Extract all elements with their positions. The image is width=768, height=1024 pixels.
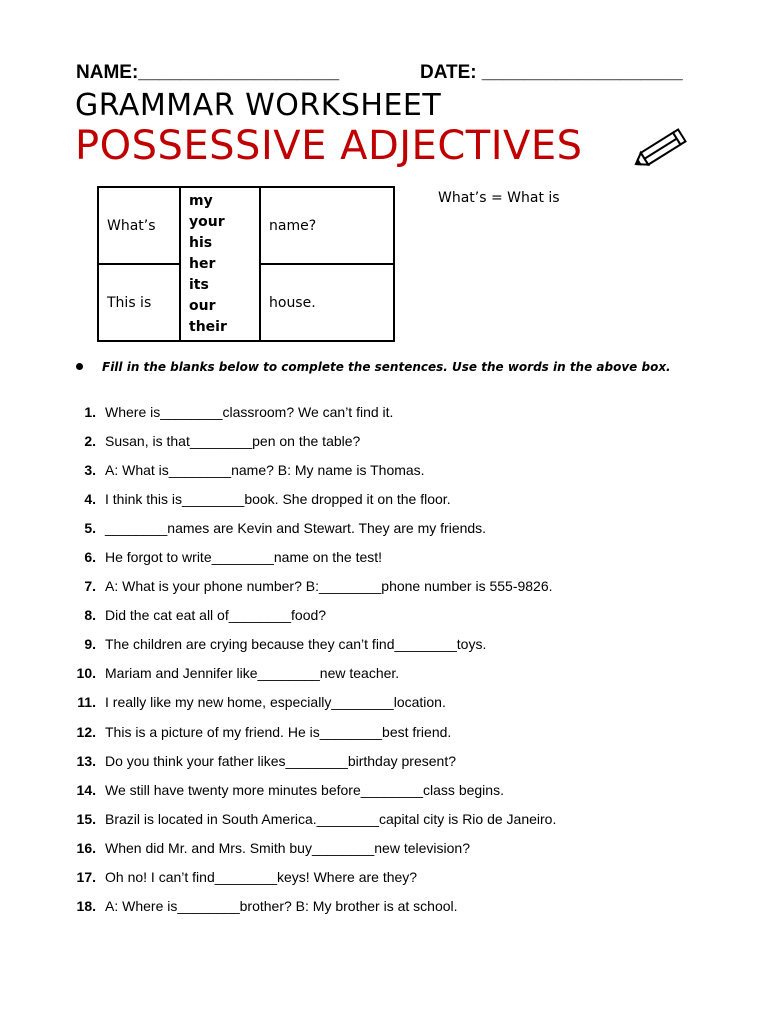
adjective-list bbox=[180, 187, 260, 341]
question-number: 7. bbox=[84, 578, 96, 595]
bullet-icon bbox=[76, 363, 83, 370]
question-number: 10. bbox=[76, 665, 96, 682]
name-field[interactable]: NAME:___________________ bbox=[76, 62, 340, 83]
question-text[interactable]: Susan, is that________pen on the table? bbox=[105, 432, 361, 449]
question-number: 3. bbox=[84, 461, 96, 478]
question-item bbox=[70, 484, 556, 513]
question-text[interactable]: A: What is your phone number? B:________phone number is 555-9826. bbox=[105, 578, 553, 595]
question-text[interactable]: We still have twenty more minutes before________class begins. bbox=[105, 781, 504, 798]
question-text[interactable]: I think this is________book. She dropped it on the floor. bbox=[105, 490, 451, 507]
question-item bbox=[70, 630, 556, 659]
question-item bbox=[70, 863, 556, 892]
word-box-table bbox=[97, 186, 395, 342]
question-item bbox=[70, 426, 556, 455]
question-text[interactable]: He forgot to write________name on the test! bbox=[105, 549, 383, 566]
question-list bbox=[70, 397, 556, 921]
question-number: 5. bbox=[84, 519, 96, 536]
word-box-cell-whats: What’s bbox=[98, 187, 180, 264]
question-item bbox=[70, 717, 556, 746]
question-text[interactable]: Oh no! I can’t find________keys! Where are they? bbox=[105, 869, 418, 886]
question-number: 9. bbox=[84, 636, 96, 653]
question-item bbox=[70, 804, 556, 833]
contraction-note: What’s = What is bbox=[438, 190, 560, 206]
question-number: 16. bbox=[76, 839, 96, 856]
adjective-your: your bbox=[189, 213, 225, 230]
worksheet-subtitle: POSSESSIVE ADJECTIVES bbox=[75, 123, 583, 169]
question-text[interactable]: Did the cat eat all of________food? bbox=[105, 607, 327, 624]
question-item bbox=[70, 746, 556, 775]
question-number: 12. bbox=[76, 723, 96, 740]
question-text[interactable]: Brazil is located in South America.________capital city is Rio de Janeiro. bbox=[105, 810, 557, 827]
question-text[interactable]: Mariam and Jennifer like________new teacher. bbox=[105, 665, 400, 682]
question-text[interactable]: Do you think your father likes________birthday present? bbox=[105, 752, 456, 769]
instruction-text: Fill in the blanks below to complete the sentences. Use the words in the above box. bbox=[102, 360, 671, 374]
question-item bbox=[70, 775, 556, 804]
adjective-his: his bbox=[189, 234, 213, 251]
question-text[interactable]: A: What is________name? B: My name is Thomas. bbox=[105, 461, 425, 478]
question-item bbox=[70, 892, 556, 921]
question-item bbox=[70, 601, 556, 630]
question-number: 15. bbox=[76, 810, 96, 827]
adjective-their: their bbox=[189, 318, 227, 335]
pencil-icon bbox=[632, 125, 692, 173]
adjective-her: her bbox=[189, 255, 216, 272]
adjective-its: its bbox=[189, 276, 209, 293]
question-text[interactable]: When did Mr. and Mrs. Smith buy________new television? bbox=[105, 839, 470, 856]
adjective-my: my bbox=[189, 192, 213, 209]
question-number: 1. bbox=[84, 403, 96, 420]
question-number: 6. bbox=[84, 549, 96, 566]
question-number: 17. bbox=[76, 869, 96, 886]
adjective-our: our bbox=[189, 297, 216, 314]
question-text[interactable]: The children are crying because they can’t find________toys. bbox=[105, 636, 487, 653]
question-text[interactable]: ________names are Kevin and Stewart. They are my friends. bbox=[105, 519, 487, 536]
question-number: 4. bbox=[84, 490, 96, 507]
question-item bbox=[70, 833, 556, 862]
question-number: 14. bbox=[76, 781, 96, 798]
question-item bbox=[70, 397, 556, 426]
question-item bbox=[70, 542, 556, 571]
question-text[interactable]: This is a picture of my friend. He is________best friend. bbox=[105, 723, 452, 740]
question-item bbox=[70, 455, 556, 484]
question-item bbox=[70, 659, 556, 688]
question-item bbox=[70, 688, 556, 717]
question-text[interactable]: I really like my new home, especially________location. bbox=[105, 694, 446, 711]
question-item bbox=[70, 572, 556, 601]
question-number: 11. bbox=[77, 694, 96, 711]
question-number: 18. bbox=[76, 898, 96, 915]
date-field[interactable]: DATE: ___________________ bbox=[420, 62, 683, 83]
question-number: 8. bbox=[84, 607, 96, 624]
question-number: 2. bbox=[84, 432, 96, 449]
question-text[interactable]: A: Where is________brother? B: My brother is at school. bbox=[105, 898, 458, 915]
question-item bbox=[70, 513, 556, 542]
question-text[interactable]: Where is________classroom? We can’t find it. bbox=[105, 403, 394, 420]
word-box-cell-name: name? bbox=[260, 187, 394, 264]
word-box-cell-this-is: This is bbox=[98, 264, 180, 341]
word-box-cell-house: house. bbox=[260, 264, 394, 341]
worksheet-title: GRAMMAR WORKSHEET bbox=[75, 88, 442, 123]
instruction bbox=[76, 360, 671, 374]
question-number: 13. bbox=[76, 752, 96, 769]
